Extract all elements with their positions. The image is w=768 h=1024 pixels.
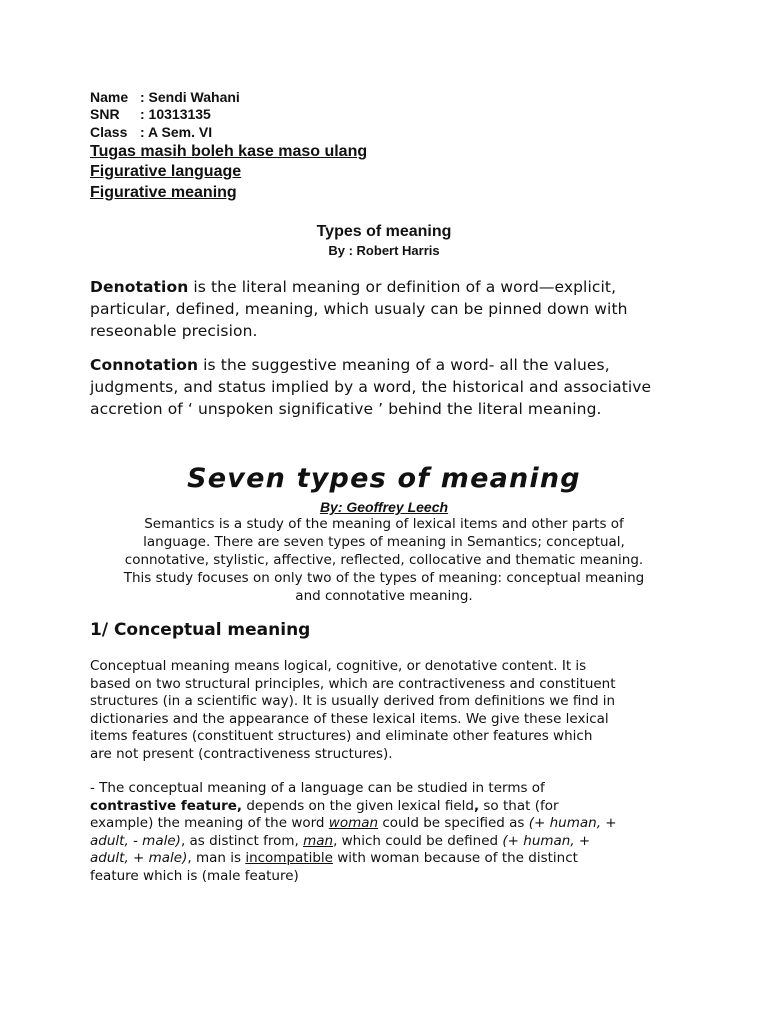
contrastive-feature-term: contrastive feature,	[90, 797, 243, 814]
class-label: Class	[90, 124, 128, 140]
intro-line: and connotative meaning.	[295, 588, 473, 604]
denotation-paragraph: Denotation is the literal meaning or definition of a word—explicit, particular, defined, meaning, which usualy can be pinned down with reseonable precision.	[90, 278, 628, 340]
geoffrey-leech-byline: By: Geoffrey Leech	[319, 499, 449, 515]
snr-label: SNR	[90, 106, 120, 122]
title-tugas: Tugas masih boleh kase maso ulang	[90, 143, 368, 160]
header-name-row	[90, 89, 240, 106]
header-class-row	[90, 124, 212, 141]
intro-line: connotative, stylistic, affective, reflected, collocative and thematic meaning.	[124, 552, 644, 568]
conceptual-paragraph-2: - The conceptual meaning of a language can be studied in terms of contrastive feature, depends on the given lexical field, so that (for example) the meaning of the word woman could be specified as (+ human, + adult, - male), as distinct from, man, which could be defined (+ human, + adult, + male), man is incompatible with woman because of the distinct feature which is (male feature)	[90, 780, 617, 884]
body-line: structures (in a scientific way). It is usually derived from definitions we find in	[90, 693, 616, 709]
body-line: Conceptual meaning means logical, cognitive, or denotative content. It is	[90, 658, 587, 674]
title-figurative-language: Figurative language	[90, 163, 242, 180]
connotation-term: Connotation	[90, 356, 199, 374]
body-line: based on two structural principles, which are contractiveness and constituent	[90, 675, 616, 692]
title-figurative-meaning: Figurative meaning	[90, 184, 237, 201]
conceptual-meaning-heading: 1/ Conceptual meaning	[90, 620, 311, 640]
body-line: items features (constituent structures) and eliminate other features which	[90, 728, 593, 744]
name-label: Name	[90, 89, 129, 105]
word-incompatible: incompatible	[245, 850, 333, 866]
word-man: man	[303, 832, 334, 849]
body-line: dictionaries and the appearance of these lexical items. We give these lexical	[90, 710, 609, 727]
seven-types-title: Seven types of meaning	[187, 463, 581, 494]
snr-value: : 10313135	[140, 106, 211, 122]
word-woman: woman	[328, 815, 379, 831]
types-of-meaning-title: Types of meaning	[316, 223, 452, 240]
denotation-term: Denotation	[90, 278, 189, 296]
class-value: : A Sem. VI	[140, 124, 213, 140]
header-snr-row	[90, 106, 211, 123]
robert-harris-byline: By : Robert Harris	[328, 243, 440, 258]
conceptual-paragraph-1	[90, 658, 690, 763]
name-value: : Sendi Wahani	[140, 89, 240, 105]
body-line: are not present (contractiveness structures).	[90, 745, 393, 762]
intro-line: Semantics is a study of the meaning of lexical items and other parts of	[144, 516, 624, 532]
connotation-paragraph: Connotation is the suggestive meaning of a word- all the values, judgments, and status implied by a word, the historical and associative accretion of ‘ unspoken significative ’ behind the literal meaning.	[90, 356, 652, 418]
intro-line: language. There are seven types of meaning in Semantics; conceptual,	[143, 534, 625, 550]
intro-line: This study focuses on only two of the types of meaning: conceptual meaning	[123, 570, 645, 586]
semantics-intro	[90, 515, 678, 605]
